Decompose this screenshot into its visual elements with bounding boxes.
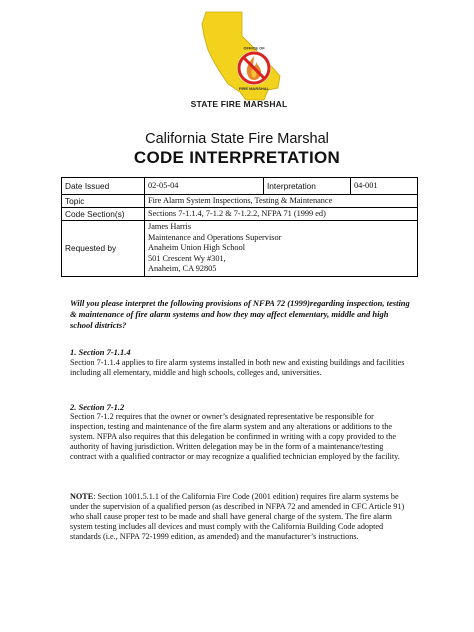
page-subtitle: CODE INTERPRETATION: [133, 148, 341, 167]
note-label: NOTE: [70, 492, 94, 501]
section-1-text: Section 7-1.1.4 applies to fire alarm systems installed in both new and existing buildings and facilities including all elementary, middle and high schools, colleges and, universities.: [70, 358, 405, 378]
requester-name: James Harris: [148, 222, 192, 231]
interpretation-info-table: [61, 177, 418, 277]
table-row: [62, 178, 418, 195]
question-paragraph: Will you please interpret the following provisions of NFPA 72 (1999)regarding inspection, testing & maintenance of fire alarm systems and how they may affect elementary, middle and high school districts?: [70, 298, 410, 330]
requested-by-label: Requested by: [62, 221, 145, 277]
section-1-heading: 1. Section 7-1.1.4: [70, 347, 131, 357]
requester-city: Anaheim, CA 92805: [148, 264, 217, 274]
code-sections-value: Sections 7-1.1.4, 7-1.2 & 7-1.2.2, NFPA 71 (1999 ed): [145, 208, 418, 221]
section-2-heading: 2. Section 7-1.2: [70, 402, 125, 412]
interpretation-label: Interpretation: [264, 178, 351, 195]
topic-label: Topic: [62, 195, 145, 208]
note-paragraph: [70, 492, 410, 542]
topic-value: Fire Alarm System Inspections, Testing & Maintenance: [145, 195, 418, 208]
state-fire-marshal-logo: [184, 6, 294, 114]
requester-organization: Anaheim Union High School: [148, 243, 246, 253]
table-row: [62, 195, 418, 208]
code-sections-label: Code Section(s): [62, 208, 145, 221]
date-issued-value: 02-05-04: [145, 178, 264, 195]
logo-text: STATE FIRE MARSHAL: [190, 99, 288, 109]
requester-street: 501 Crescent Wy #301,: [148, 253, 226, 263]
table-row: [62, 208, 418, 221]
table-row: [62, 221, 418, 277]
section-2-text: Section 7-1.2 requires that the owner or owner’s designated representative be responsible for inspection, testing and maintenance of the fire alarm system and any alterations or additions to the system. NFPA also requires that this delegation be confirmed in writing with a copy provided to the authority of having jurisdiction. Written delegation may be in the form of a maintenance/testing contract with a qualified contractor or may recognize a qualified technician employed by the facility.: [70, 412, 400, 462]
seal-top-text: OFFICE OF: [243, 45, 265, 51]
interpretation-value: 04-001: [351, 178, 418, 195]
seal-bottom-text: FIRE MARSHAL: [238, 86, 270, 91]
requested-by-value: [145, 221, 418, 277]
page-title: California State Fire Marshal: [145, 131, 329, 147]
date-issued-label: Date Issued: [62, 178, 145, 195]
note-text: : Section 1001.5.1.1 of the California Fire Code (2001 edition) requires fire alarm systems be under the supervision of a qualified person (as described in NFPA 72 and amended in CFC Article 91) who shall cause proper test to be made and shall have general charge of the system. The fire alarm system testing includes all devices and must comply with the California Building Code adopted standards (i.e., NFPA 72-1999 edition, as amended) and the manufacturer’s instructions.: [70, 492, 405, 542]
requester-title: Maintenance and Operations Supervisor: [148, 232, 282, 242]
